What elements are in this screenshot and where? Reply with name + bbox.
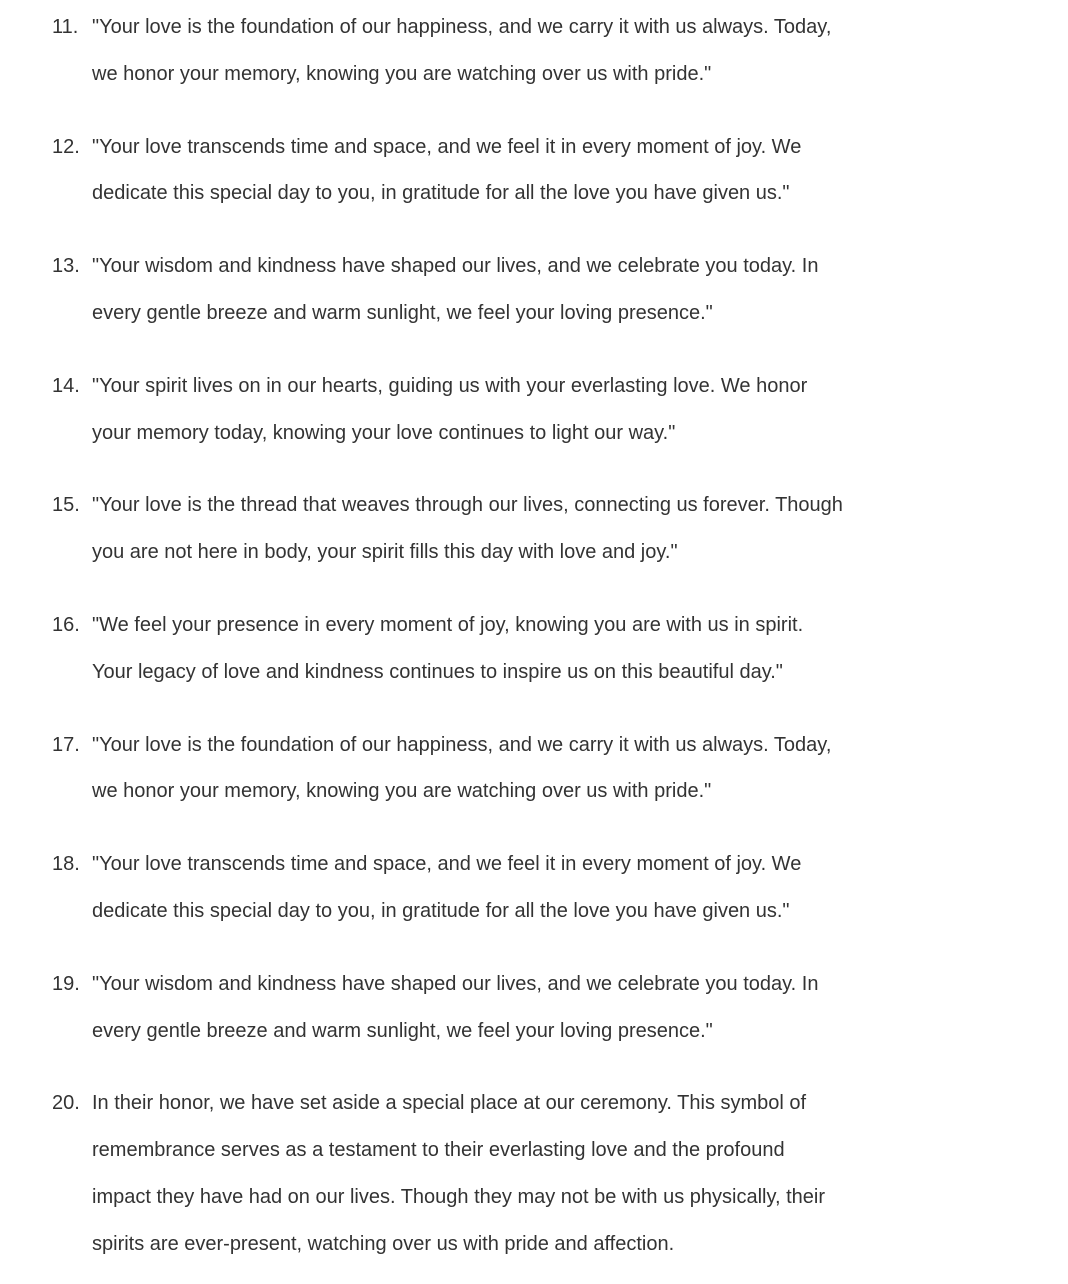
- list-item-content: [92, 1080, 1068, 1267]
- list-item-line: Your legacy of love and kindness continues to inspire us on this beautiful day.": [92, 660, 783, 683]
- list-item: [0, 124, 1068, 218]
- list-item-line: your memory today, knowing your love continues to light our way.": [92, 421, 676, 444]
- list-item-line: every gentle breeze and warm sunlight, we feel your loving presence.": [92, 1019, 713, 1042]
- list-item-line: "Your wisdom and kindness have shaped our lives, and we celebrate you today. In: [92, 972, 819, 995]
- list-item-number: 16.: [52, 613, 80, 636]
- list-item-number: 14.: [52, 374, 80, 397]
- list-item: [0, 722, 1068, 816]
- list-item-content: [92, 124, 1068, 218]
- list-item: [0, 1080, 1068, 1267]
- list-item-number: 11.: [52, 16, 79, 38]
- list-item-content: [92, 4, 1068, 98]
- list-item: [0, 602, 1068, 696]
- list-item-content: [92, 722, 1068, 816]
- list-item-line: "Your love transcends time and space, and we feel it in every moment of joy. We: [92, 135, 802, 158]
- list-item: [0, 961, 1068, 1055]
- list-item-number: 15.: [52, 494, 80, 517]
- list-item: [0, 841, 1068, 935]
- list-item: [0, 482, 1068, 576]
- list-item-content: [92, 363, 1068, 457]
- list-item-line: In their honor, we have set aside a special place at our ceremony. This symbol of: [92, 1092, 807, 1115]
- list-item-line: "Your love is the foundation of our happiness, and we carry it with us always. Today,: [92, 733, 832, 756]
- list-item-line: dedicate this special day to you, in gratitude for all the love you have given us.": [92, 182, 790, 205]
- list-item-line: impact they have had on our lives. Though they may not be with us physically, their: [92, 1185, 825, 1208]
- list-item-line: "Your love is the thread that weaves through our lives, connecting us forever. Though: [92, 494, 843, 517]
- list-item-line: spirits are ever-present, watching over us with pride and affection.: [92, 1232, 675, 1255]
- list-item-line: we honor your memory, knowing you are watching over us with pride.": [92, 780, 712, 803]
- list-item-line: you are not here in body, your spirit fills this day with love and joy.": [92, 541, 678, 564]
- list-item-number: 19.: [52, 972, 80, 995]
- list-item-content: [92, 961, 1068, 1055]
- list-item-line: "Your spirit lives on in our hearts, guiding us with your everlasting love. We honor: [92, 374, 808, 397]
- list-item-number: 20.: [52, 1092, 80, 1115]
- list-item-content: [92, 602, 1068, 696]
- list-item-number: 12.: [52, 135, 80, 158]
- list-item-content: [92, 482, 1068, 576]
- list-item-line: "Your wisdom and kindness have shaped our lives, and we celebrate you today. In: [92, 255, 819, 278]
- list-item-line: remembrance serves as a testament to their everlasting love and the profound: [92, 1139, 785, 1162]
- list-item: [0, 363, 1068, 457]
- list-item-content: [92, 841, 1068, 935]
- list-item-number: 17.: [52, 733, 80, 756]
- list-item-number: 18.: [52, 853, 80, 876]
- list-item-line: "We feel your presence in every moment of joy, knowing you are with us in spirit.: [92, 613, 804, 636]
- list-item-content: [92, 243, 1068, 337]
- list-item: [0, 243, 1068, 337]
- list-item-line: "Your love is the foundation of our happiness, and we carry it with us always. Today,: [92, 16, 832, 38]
- list-item-line: every gentle breeze and warm sunlight, we feel your loving presence.": [92, 301, 713, 324]
- list-item-line: dedicate this special day to you, in gratitude for all the love you have given us.": [92, 899, 790, 922]
- list-item-line: "Your love transcends time and space, and we feel it in every moment of joy. We: [92, 853, 802, 876]
- list-item: [0, 4, 1068, 98]
- list-item-number: 13.: [52, 255, 80, 278]
- list-item-line: we honor your memory, knowing you are watching over us with pride.": [92, 62, 712, 85]
